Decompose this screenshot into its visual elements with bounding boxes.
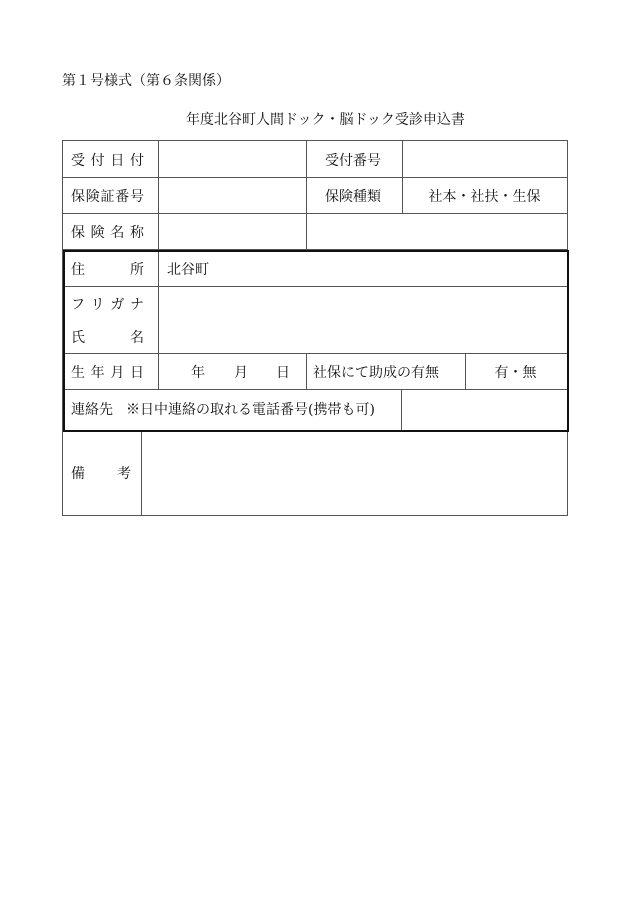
reception-date-label: 受 付 日 付 [71,152,144,169]
day-label: 日 [276,364,290,381]
insurance-type-label: 保険種類 [325,188,381,205]
table-rule [62,140,568,141]
address-label: 住 所 [71,261,144,278]
year-label: 年 [191,364,205,381]
furigana-label: フ リ ガ ナ [71,296,144,313]
birth-date-field[interactable] [159,354,306,389]
subsidy-options[interactable]: 有・無 [494,364,537,381]
reception-date-field[interactable] [159,142,306,177]
reception-number-field[interactable] [402,142,567,177]
remarks-label: 備 考 [71,465,131,482]
contact-phone-field[interactable] [402,390,565,427]
insurance-card-number-field[interactable] [159,178,306,213]
contact-note: ※日中連絡の取れる電話番号(携帯も可) [126,401,375,418]
subsidy-question-label: 社保にて助成の有無 [313,364,439,381]
insurance-type-options[interactable]: 社本・社扶・生保 [428,188,541,205]
name-field[interactable] [159,320,565,353]
address-field[interactable]: 北谷町 [167,261,209,278]
birth-date-label: 生 年 月 日 [71,364,144,381]
insurer-name-field[interactable] [159,214,567,249]
insurance-card-number-label: 保 険 証 番 号 [71,188,144,205]
contact-label [63,390,401,427]
form-number-label: 第１号様式（第６条関係） [62,73,230,89]
table-rule [62,515,568,516]
name-label: 氏 名 [71,329,144,346]
document-title: 年度北谷町人間ドック・脳ドック受診申込書 [186,112,465,128]
furigana-field[interactable] [159,287,565,320]
contact-title: 連絡先 [71,401,113,418]
remarks-field[interactable] [142,431,567,515]
month-label: 月 [234,364,248,381]
insurer-name-label: 保 険 名 称 [71,224,144,241]
reception-number-label: 受付番号 [325,152,381,169]
